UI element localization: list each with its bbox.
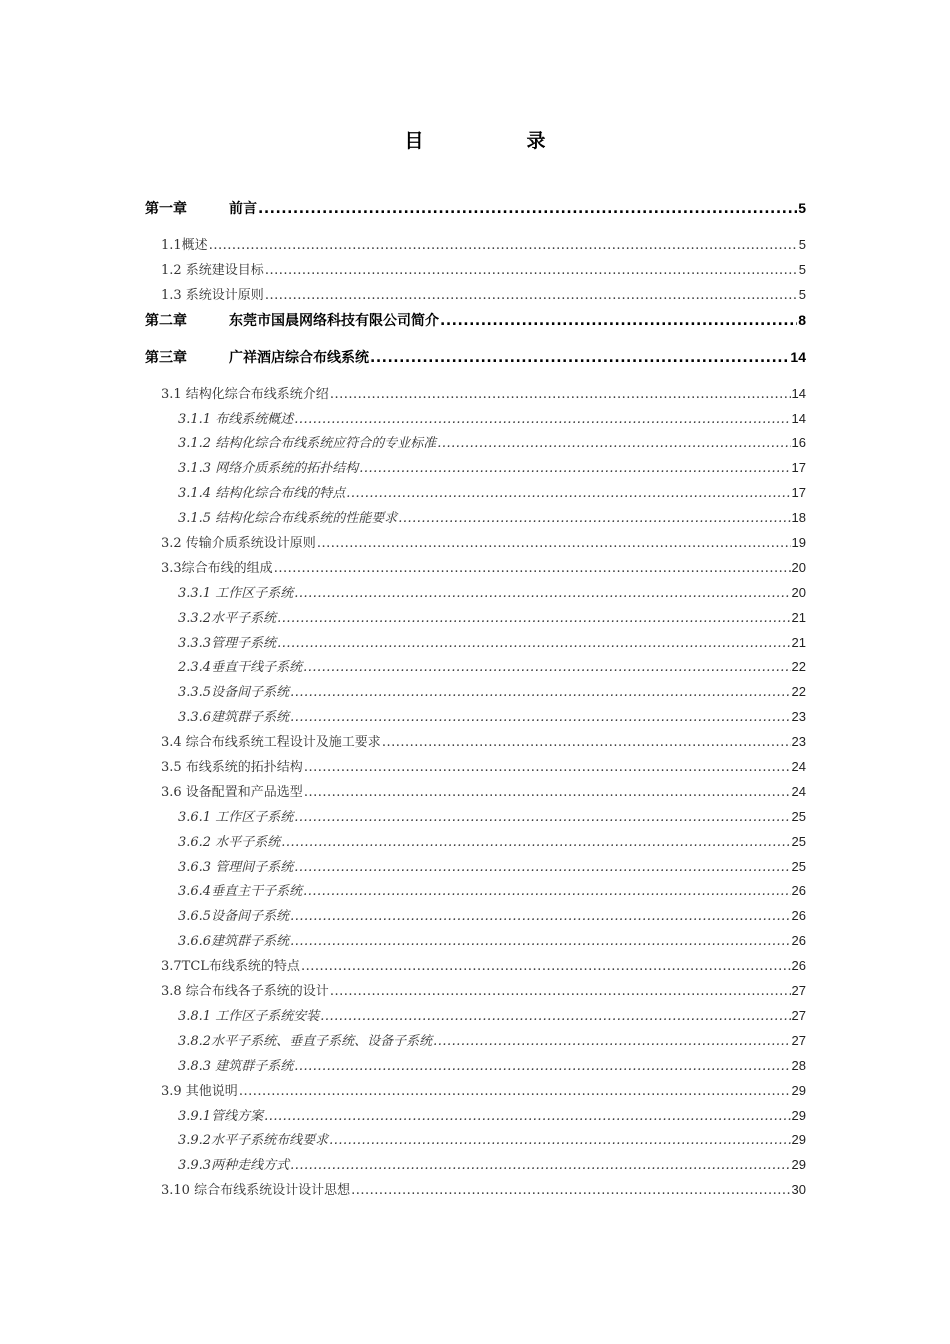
toc-leader-dots [351, 1179, 790, 1203]
toc-page-number: 24 [791, 783, 806, 799]
toc-entry-title [145, 309, 439, 333]
toc-leader-dots [317, 532, 791, 556]
toc-leader-dots [290, 905, 790, 929]
toc-entry-title: 3.6.4垂直主干子系统 [178, 884, 303, 900]
toc-entry-title: 3.8.1 工作区子系统安装 [178, 1008, 320, 1024]
toc-entry-title: 3.6.5设备间子系统 [178, 909, 290, 925]
toc-subsection-entry[interactable] [145, 1004, 806, 1029]
toc-subsection-entry[interactable] [145, 1128, 806, 1153]
toc-leader-dots [301, 955, 791, 979]
toc-chapter-entry[interactable] [145, 196, 806, 233]
toc-leader-dots [290, 1154, 790, 1178]
toc-page-number: 5 [798, 237, 806, 252]
toc-leader-dots [294, 1055, 790, 1079]
toc-entry-title: 3.4 综合布线系统工程设计及施工要求 [161, 735, 381, 751]
toc-entry-title: 3.8.2水平子系统、垂直子系统、设备子系统 [178, 1033, 433, 1049]
toc-page-number: 25 [791, 858, 806, 874]
toc-subsection-entry[interactable] [145, 456, 806, 481]
toc-chapter-entry[interactable] [145, 308, 806, 345]
toc-page-number: 26 [791, 958, 806, 974]
table-of-contents [145, 196, 806, 1203]
toc-subsection-entry[interactable] [145, 929, 806, 954]
toc-leader-dots [370, 346, 789, 370]
toc-leader-dots [239, 1080, 791, 1104]
toc-section-entry[interactable] [145, 531, 806, 556]
page-title: 目 录 [404, 130, 588, 152]
toc-chapter-title: 广祥酒店综合布线系统 [229, 349, 369, 366]
toc-page-number: 24 [791, 759, 806, 775]
toc-page-number: 27 [791, 1032, 806, 1048]
toc-entry-title [145, 346, 369, 370]
toc-entry-title: 3.7TCL布线系统的特点 [161, 959, 300, 975]
toc-page-number: 14 [791, 385, 806, 401]
toc-page-number: 26 [791, 883, 806, 899]
toc-subsection-entry[interactable] [145, 805, 806, 830]
toc-leader-dots [274, 557, 791, 581]
toc-page-number: 22 [791, 684, 806, 700]
toc-leader-dots [265, 284, 798, 308]
toc-section-entry[interactable] [145, 730, 806, 755]
toc-page-number: 23 [791, 734, 806, 750]
toc-page-number: 20 [791, 559, 806, 575]
toc-subsection-entry[interactable] [145, 481, 806, 506]
toc-subsection-entry[interactable] [145, 581, 806, 606]
toc-subsection-entry[interactable] [145, 855, 806, 880]
toc-leader-dots [294, 806, 790, 830]
toc-entry-title: 3.6.1 工作区子系统 [178, 809, 294, 825]
toc-subsection-entry[interactable] [145, 1054, 806, 1079]
toc-entry-title: 3.10 综合布线系统设计设计思想 [161, 1183, 351, 1199]
toc-entry-title: 3.8.3 建筑群子系统 [178, 1058, 294, 1074]
toc-page-number: 23 [791, 709, 806, 725]
toc-entry-title: 3.9.3两种走线方式 [178, 1158, 290, 1174]
toc-page-number: 14 [790, 348, 806, 365]
toc-entry-title: 3.3.6建筑群子系统 [178, 710, 290, 726]
toc-page-number: 25 [791, 833, 806, 849]
toc-subsection-entry[interactable] [145, 1153, 806, 1178]
toc-entry-title: 1.3 系统设计原则 [161, 287, 264, 303]
toc-page-number: 26 [791, 908, 806, 924]
toc-page-number: 28 [791, 1057, 806, 1073]
toc-subsection-entry[interactable] [145, 830, 806, 855]
toc-section-entry[interactable] [145, 755, 806, 780]
toc-entry-title: 3.9.2水平子系统布线要求 [178, 1133, 329, 1149]
toc-subsection-entry[interactable] [145, 631, 806, 656]
toc-leader-dots [359, 457, 790, 481]
toc-subsection-entry[interactable] [145, 904, 806, 929]
toc-entry-title: 3.3综合布线的组成 [161, 560, 273, 576]
toc-leader-dots [265, 259, 798, 283]
toc-entry-title: 3.1.3 网络介质系统的拓扑结构 [178, 461, 359, 477]
toc-subsection-entry[interactable] [145, 1029, 806, 1054]
toc-entry-title: 3.5 布线系统的拓扑结构 [161, 760, 303, 776]
toc-leader-dots [330, 383, 791, 407]
toc-leader-dots [398, 507, 790, 531]
toc-leader-dots [382, 731, 791, 755]
toc-entry-title: 3.1.4 结构化综合布线的特点 [178, 486, 346, 502]
toc-page-number: 16 [791, 435, 806, 451]
toc-chapter-title: 东莞市国晨网络科技有限公司简介 [229, 312, 439, 329]
toc-chapter-number: 第二章 [145, 312, 187, 329]
toc-page-number: 14 [791, 410, 806, 426]
toc-section-entry[interactable] [145, 382, 806, 407]
toc-page-number: 17 [791, 460, 806, 476]
toc-leader-dots [294, 856, 790, 880]
toc-chapter-entry[interactable] [145, 345, 806, 382]
toc-leader-dots [330, 980, 791, 1004]
toc-entry-title: 3.6 设备配置和产品选型 [161, 784, 303, 800]
toc-page-number: 19 [791, 535, 806, 551]
toc-page-number: 8 [798, 311, 806, 328]
toc-entry-title: 3.3.1 工作区子系统 [178, 585, 294, 601]
toc-leader-dots [437, 432, 790, 456]
toc-page-number: 30 [791, 1182, 806, 1198]
toc-entry-title: 3.3.3管理子系统 [178, 635, 277, 651]
toc-leader-dots [290, 930, 790, 954]
toc-leader-dots [294, 582, 790, 606]
toc-subsection-entry[interactable] [145, 705, 806, 730]
toc-subsection-entry[interactable] [145, 879, 806, 904]
toc-subsection-entry[interactable] [145, 1104, 806, 1129]
toc-entry-title: 3.9.1管线方案 [178, 1108, 264, 1124]
toc-leader-dots [281, 831, 790, 855]
toc-page-number: 21 [791, 609, 806, 625]
toc-leader-dots [294, 408, 790, 432]
toc-section-entry[interactable] [145, 556, 806, 581]
toc-page-number: 29 [791, 1107, 806, 1123]
toc-page-number: 25 [791, 808, 806, 824]
toc-entry-title [145, 197, 257, 221]
toc-entry-title: 3.1.2 结构化综合布线系统应符合的专业标准 [178, 436, 437, 452]
toc-entry-title: 3.3.5设备间子系统 [178, 685, 290, 701]
toc-entry-title: 3.2 传输介质系统设计原则 [161, 536, 316, 552]
toc-page-number: 27 [791, 1007, 806, 1023]
toc-chapter-number: 第一章 [145, 201, 187, 217]
toc-leader-dots [277, 632, 790, 656]
toc-section-entry[interactable] [145, 1178, 806, 1203]
toc-section-entry[interactable] [145, 283, 806, 308]
toc-page-number: 5 [798, 286, 806, 302]
toc-leader-dots [304, 756, 791, 780]
toc-leader-dots [290, 681, 790, 705]
toc-entry-title: 3.1.5 结构化综合布线系统的性能要求 [178, 511, 398, 527]
toc-section-entry[interactable] [145, 979, 806, 1004]
toc-entry-title: 3.6.3 管理间子系统 [178, 859, 294, 875]
toc-section-entry[interactable] [145, 233, 806, 258]
toc-page-number: 29 [791, 1157, 806, 1173]
toc-page-number: 29 [791, 1082, 806, 1098]
toc-leader-dots [209, 234, 798, 258]
toc-page-number: 22 [791, 659, 806, 675]
toc-entry-title: 3.3.2水平子系统 [178, 610, 277, 626]
toc-entry-title: 3.6.6建筑群子系统 [178, 934, 290, 950]
toc-leader-dots [258, 197, 797, 221]
toc-page-number: 5 [798, 261, 806, 277]
toc-page-number: 5 [798, 200, 806, 216]
toc-subsection-entry[interactable] [145, 407, 806, 432]
toc-leader-dots [303, 656, 790, 680]
toc-entry-title: 1.2 系统建设目标 [161, 262, 264, 278]
toc-section-entry[interactable] [145, 780, 806, 805]
toc-section-entry[interactable] [145, 954, 806, 979]
toc-page-number: 20 [791, 584, 806, 600]
toc-section-entry[interactable] [145, 1079, 806, 1104]
toc-entry-title: 3.1 结构化综合布线系统介绍 [161, 386, 329, 402]
toc-leader-dots [433, 1030, 790, 1054]
toc-leader-dots [440, 309, 797, 333]
toc-page-number: 27 [791, 983, 806, 999]
toc-page-number: 21 [791, 634, 806, 650]
toc-entry-title: 3.8 综合布线各子系统的设计 [161, 984, 329, 1000]
toc-entry-title: 2.3.4垂直干线子系统 [178, 660, 303, 676]
toc-leader-dots [346, 482, 790, 506]
toc-entry-title: 1.1概述 [161, 238, 208, 253]
toc-entry-title: 3.9 其他说明 [161, 1083, 238, 1099]
toc-chapter-number: 第三章 [145, 349, 187, 366]
toc-leader-dots [329, 1129, 790, 1153]
toc-chapter-title: 前言 [229, 201, 257, 217]
toc-entry-title: 3.6.2 水平子系统 [178, 834, 281, 850]
toc-leader-dots [264, 1105, 790, 1129]
toc-subsection-entry[interactable] [145, 655, 806, 680]
toc-page-number: 18 [791, 510, 806, 526]
toc-leader-dots [320, 1005, 790, 1029]
toc-page-number: 29 [791, 1132, 806, 1148]
toc-subsection-entry[interactable] [145, 506, 806, 531]
toc-subsection-entry[interactable] [145, 431, 806, 456]
toc-leader-dots [303, 880, 790, 904]
toc-subsection-entry[interactable] [145, 680, 806, 705]
toc-leader-dots [304, 781, 791, 805]
toc-page-number: 26 [791, 933, 806, 949]
toc-leader-dots [277, 607, 790, 631]
toc-section-entry[interactable] [145, 258, 806, 283]
toc-entry-title: 3.1.1 布线系统概述 [178, 411, 294, 427]
toc-leader-dots [290, 706, 790, 730]
toc-page-number: 17 [791, 485, 806, 501]
toc-subsection-entry[interactable] [145, 606, 806, 631]
